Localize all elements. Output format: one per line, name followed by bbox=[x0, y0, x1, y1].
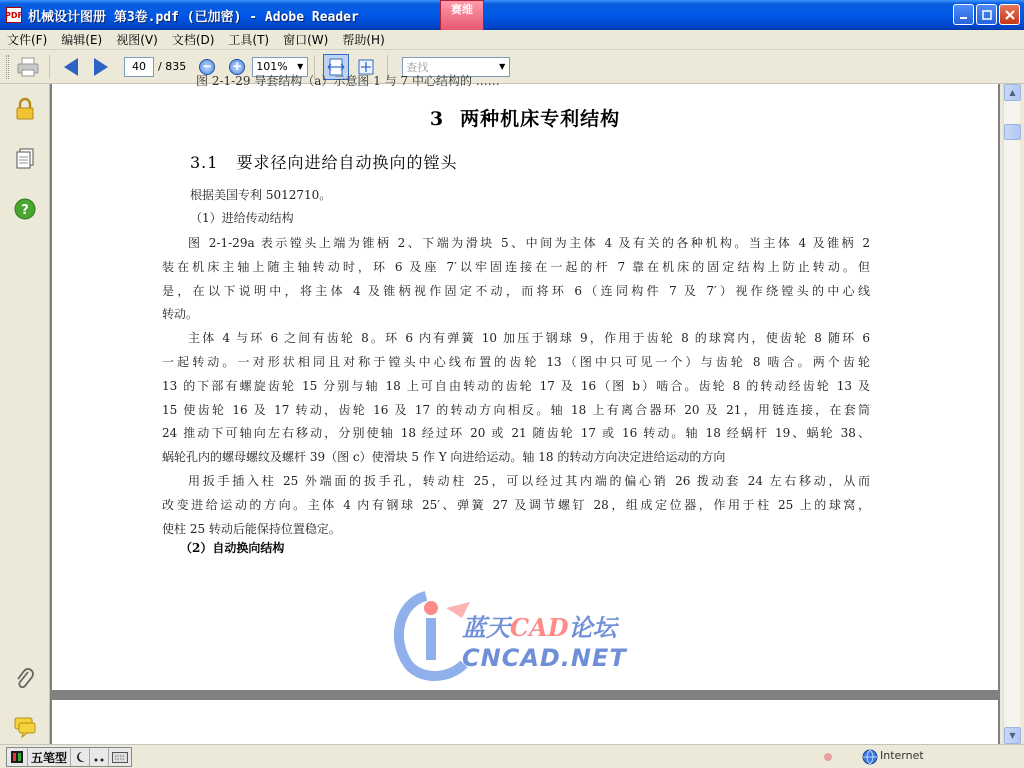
fit-width-icon bbox=[327, 58, 345, 76]
chevron-down-icon[interactable]: ▼ bbox=[499, 62, 506, 71]
cut-off-text-line: 图 2-1-29 导套结构（a）示意图 1 与 7 中心结构的 …… bbox=[196, 74, 500, 88]
subheading-feed-structure: （1）进给传动结构 bbox=[190, 211, 294, 225]
chevron-down-icon[interactable]: ▼ bbox=[297, 62, 304, 71]
pdf-page bbox=[52, 74, 998, 690]
text-line: 使柱 25 转动后能保持位置稳定。 bbox=[162, 521, 341, 536]
text-line: 15 使齿轮 16 及 17 转动，齿轮 16 及 17 的转动方向相反。轴 18 上有离合器环 20 及 21，用链连接，在套筒 bbox=[162, 402, 870, 417]
internet-zone-icon bbox=[862, 749, 878, 765]
text-line: 装在机床主轴上随主轴转动时，环 6 及座 7′以牢固连接在一起的杆 7 靠在机床的固定结构上防止转动。但 bbox=[162, 259, 870, 274]
window-title: 机械设计图册 第3卷.pdf (已加密) - Adobe Reader bbox=[28, 9, 359, 25]
svg-text:?: ? bbox=[21, 203, 29, 218]
help-icon bbox=[14, 198, 36, 220]
scroll-up-button[interactable]: ▲ bbox=[1004, 84, 1021, 101]
watermark-en-text: CNCAD.NET bbox=[462, 644, 627, 672]
ime-name[interactable]: 五笔型 bbox=[28, 748, 71, 766]
moon-icon bbox=[74, 751, 86, 763]
document-viewport[interactable] bbox=[50, 74, 1000, 744]
scrollbar-thumb[interactable] bbox=[1004, 124, 1021, 140]
watermark-cad-part: CAD bbox=[510, 613, 569, 642]
comment-icon bbox=[14, 716, 36, 738]
vertical-scrollbar[interactable] bbox=[1003, 84, 1020, 744]
arrow-left-icon bbox=[64, 58, 78, 76]
text-line: 主体 4 与环 6 之间有齿轮 8。环 6 内有弹簧 10 加压于钢球 9，作用于齿轮 8 的球窝内，使齿轮 8 随环 6 bbox=[188, 331, 870, 346]
forum-watermark bbox=[386, 588, 666, 684]
section-title: 要求径向进给自动换向的镗头 bbox=[236, 153, 458, 172]
ime-keyboard-toggle[interactable] bbox=[109, 748, 131, 766]
text-line: 蜗轮孔内的螺母螺纹及螺杆 39（图 c）使滑块 5 作 Y 向进给运动。轴 18 的转动方向决定进给运动的方向 bbox=[162, 450, 726, 465]
watermark-cn-part: 论坛 bbox=[568, 613, 617, 642]
close-icon bbox=[1005, 10, 1015, 20]
toolbar-separator bbox=[49, 55, 50, 79]
ime-punctuation-toggle[interactable] bbox=[90, 748, 109, 766]
menu-bar bbox=[0, 30, 1024, 50]
status-indicator-icon bbox=[822, 751, 834, 763]
fit-page-icon bbox=[357, 58, 375, 76]
site-logo: 赛维 bbox=[440, 0, 484, 44]
zoom-value: 101% bbox=[256, 60, 288, 73]
menu-tools[interactable]: 工具(T) bbox=[228, 33, 270, 47]
menu-document[interactable]: 文档(D) bbox=[171, 33, 215, 47]
text-line: 是，在以下说明中，将主体 4 及锥柄视作固定不动，而将环 6（连同构件 7 及 7′）视作绕镗头的中心线 bbox=[162, 283, 870, 298]
scroll-down-button[interactable]: ▼ bbox=[1004, 727, 1021, 744]
chapter-heading bbox=[52, 104, 998, 131]
security-zone-label: Internet bbox=[880, 749, 924, 762]
text-line: 24 推动下可轴向左右移动，分别使轴 18 经过环 20 或 21 随齿轮 17 或 16 转动。轴 18 经蜗杆 19、蜗轮 38、 bbox=[162, 426, 870, 441]
ime-logo-icon bbox=[10, 750, 24, 764]
menu-view[interactable]: 视图(V) bbox=[116, 33, 158, 47]
close-button[interactable] bbox=[999, 4, 1020, 25]
maximize-button[interactable] bbox=[976, 4, 997, 25]
text-line: 13 的下部有螺旋齿轮 15 分别与轴 18 上可自由转动的齿轮 17 及 16（图 b）啮合。齿轮 8 的转动经齿轮 13 及 bbox=[162, 378, 870, 393]
text-line: 一起转动。一对形状相同且对称于镗头中心线布置的齿轮 13（图中只可见一个）与齿轮 8 啮合。两个齿轮 bbox=[162, 354, 870, 369]
page-number-input[interactable] bbox=[124, 57, 154, 77]
printer-icon bbox=[17, 57, 39, 77]
menu-edit[interactable]: 编辑(E) bbox=[61, 33, 103, 47]
title-bar bbox=[0, 0, 1024, 30]
paperclip-icon bbox=[15, 668, 35, 690]
status-bar bbox=[0, 744, 1024, 768]
subheading-auto-reverse: （2）自动换向结构 bbox=[180, 541, 285, 555]
menu-file[interactable]: 文件(F) bbox=[7, 33, 48, 47]
keyboard-icon bbox=[112, 751, 128, 763]
text-line: 用扳手插入柱 25 外端面的扳手孔，转动柱 25，可以经过其内端的偏心销 26 拨动套 24 左右移动，从而 bbox=[188, 473, 870, 488]
comments-button[interactable] bbox=[14, 716, 36, 738]
print-button[interactable] bbox=[15, 54, 41, 80]
search-placeholder: 查找 bbox=[406, 60, 429, 74]
body-text bbox=[162, 232, 870, 541]
punctuation-icon bbox=[93, 751, 105, 763]
pdf-next-page bbox=[52, 700, 998, 750]
watermark-cn-part: 蓝天 bbox=[462, 613, 510, 642]
intro-text: 根据美国专利 5012710。 bbox=[190, 188, 332, 202]
next-page-button[interactable] bbox=[88, 54, 114, 80]
maximize-icon bbox=[982, 10, 992, 20]
menu-help[interactable]: 帮助(H) bbox=[342, 33, 385, 47]
chapter-number: 3 bbox=[429, 108, 445, 130]
text-line: 改变进给运动的方向。主体 4 内有钢球 25′、弹簧 27 及调节螺钉 28，组成定位器，作用于柱 25 上的球窝， bbox=[162, 497, 870, 512]
ime-toolbar bbox=[6, 747, 132, 767]
zoom-out-icon: − bbox=[199, 59, 215, 75]
pages-panel-button[interactable] bbox=[14, 148, 36, 170]
adobe-reader-icon[interactable]: PDF bbox=[6, 7, 22, 23]
page-total-label: / 835 bbox=[158, 60, 187, 73]
arrow-right-icon bbox=[94, 58, 108, 76]
pages-icon bbox=[15, 148, 35, 170]
previous-page-button[interactable] bbox=[58, 54, 84, 80]
section-heading bbox=[190, 150, 457, 173]
section-number: 3.1 bbox=[190, 153, 219, 172]
watermark-cn-text bbox=[462, 608, 617, 643]
menu-window[interactable]: 窗口(W) bbox=[283, 33, 329, 47]
minimize-icon bbox=[959, 10, 969, 20]
security-lock-button[interactable] bbox=[14, 98, 36, 120]
chapter-title: 两种机床专利结构 bbox=[460, 108, 621, 130]
lock-icon bbox=[15, 98, 35, 120]
minimize-button[interactable] bbox=[953, 4, 974, 25]
help-button[interactable] bbox=[14, 198, 36, 220]
navigation-panel bbox=[0, 84, 50, 744]
ime-fullwidth-toggle[interactable] bbox=[71, 748, 90, 766]
zoom-in-icon: + bbox=[229, 59, 245, 75]
attachments-button[interactable] bbox=[14, 668, 36, 690]
ime-switch-button[interactable] bbox=[7, 748, 28, 766]
text-line: 图 2-1-29a 表示镗头上端为锥柄 2、下端为滑块 5、中间为主体 4 及有关的各种机构。当主体 4 及锥柄 2 bbox=[188, 236, 870, 250]
text-line: 转动。 bbox=[162, 307, 199, 322]
toolbar-grip[interactable] bbox=[6, 55, 9, 79]
